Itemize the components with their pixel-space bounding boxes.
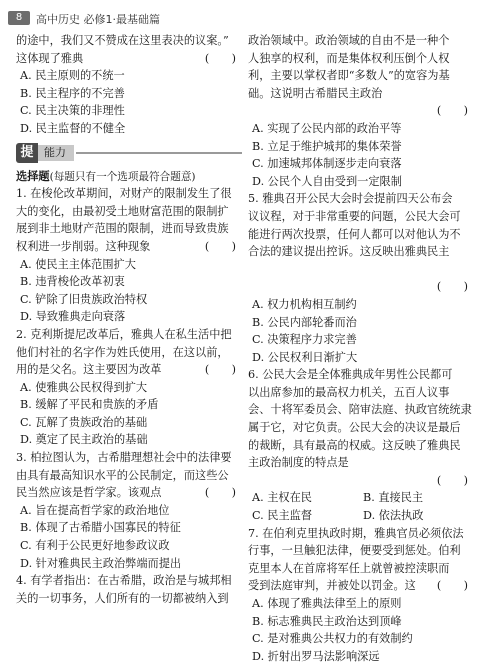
option: D. 奠定了民主政治的基础 [20, 433, 148, 447]
text-line: 础。这说明古希腊民主政治 [248, 86, 383, 100]
question-1: 1. 在梭伦改革期间，对财产的限制发生了很 [16, 187, 232, 201]
text-line: 用的是父名。这主要因为改革 ( ) [16, 361, 242, 379]
text-line: 会、十将军委员会、陪审法庭、执政官统统隶 [248, 403, 472, 417]
banner-rule [76, 152, 242, 154]
section-banner [16, 142, 242, 164]
option: C. 有利于公民更好地参政议政 [20, 539, 170, 553]
option: C. 是对雅典公共权力的有效制约 [252, 632, 413, 646]
option: A. 民主原则的不统一 [20, 69, 125, 83]
page-header [8, 8, 472, 30]
text-line: 关的一切事务，人们所有的一切都被纳入到 [16, 591, 229, 605]
question-7: 7. 在伯利克里执政时期，雅典官员必须依法 [248, 526, 464, 540]
option: A. 旨在提高哲学家的政治地位 [20, 503, 170, 517]
answer-blank: ( ) [436, 579, 468, 593]
option: C. 决策程序力求完善 [252, 333, 357, 347]
section-heading: 选择题(每题只有一个选项最符合题意) [16, 168, 196, 183]
question-2: 2. 克利斯提尼改革后，雅典人在私生活中把 [16, 327, 232, 341]
answer-blank: ( ) [204, 51, 236, 65]
option: A. 使雅典公民权得到扩大 [20, 380, 148, 394]
option: C. 加速城邦体制逐步走向衰落 [252, 157, 402, 171]
text-line: 大的变化，由最初受土地财富范围的限制扩 [16, 204, 229, 218]
option: D. 依法执政 [363, 509, 424, 523]
option: C. 民主决策的非理性 [20, 104, 125, 118]
text-line [248, 278, 474, 296]
banner-label: 能力 [38, 145, 74, 161]
banner-icon-label: 提 [16, 143, 38, 163]
answer-blank: ( ) [204, 486, 236, 500]
question-6: 6. 公民大会是全体雅典成年男性公民都可 [248, 368, 453, 382]
text-line: 的途中，我们又不赞成在这里表决的议案。” [16, 34, 229, 47]
left-column [16, 32, 242, 607]
right-column [248, 32, 474, 665]
option: A. 主权在民 [252, 491, 312, 505]
page-number: 8 [8, 11, 30, 25]
option: B. 标志雅典民主政治达到顶峰 [252, 614, 402, 628]
option: D. 导致雅典走向衰落 [20, 310, 126, 324]
option: C. 瓦解了贵族政治的基础 [20, 415, 148, 429]
option: A. 实现了公民内部的政治平等 [252, 121, 402, 135]
text-line: 属于它，对它负责。公民大会的决议是最后 [248, 421, 461, 435]
text-line: 克里本人在首席将军任上就曾被控渎职而 [248, 561, 450, 575]
option: B. 直接民主 [363, 491, 424, 505]
option: D. 民主监督的不健全 [20, 121, 126, 135]
answer-blank: ( ) [436, 473, 468, 487]
text-line [248, 472, 474, 490]
option: B. 民主程序的不完善 [20, 86, 125, 100]
text-line: 展到非土地财产范围的限制，进而导致贵族 [16, 222, 229, 236]
text-line [248, 261, 474, 279]
option: A. 体现了雅典法律至上的原则 [252, 597, 402, 610]
text-line: 他们村社的名字作为姓氏使用，在这以前， [16, 345, 229, 359]
option: C. 铲除了旧贵族政治特权 [20, 292, 148, 306]
answer-blank: ( ) [204, 239, 236, 253]
text-line: 能进行两次投票，任何人都可以对他认为不 [248, 227, 461, 241]
header-title: 高中历史 必修1·最基础篇 [36, 13, 160, 26]
option: B. 违背梭伦改革初衷 [20, 275, 125, 289]
answer-blank: ( ) [204, 363, 236, 377]
text-line: 行事，一旦触犯法律，便要受到惩处。伯利 [248, 544, 461, 558]
text-line: 议议程，对于非常重要的问题，公民大会可 [248, 209, 461, 223]
option: A. 使民主主体范围扩大 [20, 257, 136, 271]
text-line: 权利进一步削弱。这种现象 ( ) [16, 238, 242, 256]
answer-blank: ( ) [436, 104, 468, 118]
option: D. 针对雅典民主政治弊端而提出 [20, 556, 182, 570]
option: C. 民主监督 [252, 509, 313, 523]
text-line: 以出席参加的最高权力机关，五百人议事 [248, 385, 450, 399]
option: B. 缓解了平民和贵族的矛盾 [20, 398, 159, 412]
option-row [248, 507, 474, 525]
text-line: 主政治制度的特点是 [248, 456, 349, 470]
option: A. 权力机构相互制约 [252, 297, 357, 311]
option: D. 折射出罗马法影响深远 [252, 649, 380, 663]
option: B. 体现了古希腊小国寡民的特征 [20, 521, 181, 535]
text-line: 人独享的权利，而是集体权利压倒个人权 [248, 51, 450, 65]
option-row [248, 489, 474, 507]
text-line [248, 102, 474, 120]
option: D. 公民个人自由受到一定限制 [252, 174, 402, 188]
text-line: 利，主要以掌权者即“多数人”的宽容为基 [248, 69, 450, 83]
text-line: 民当然应该是哲学家。该观点 ( ) [16, 484, 242, 502]
text-line: 政治领域中。政治领域的自由不是一种个 [248, 34, 450, 47]
text-line: 的裁断，具有最高的权威。这反映了雅典民 [248, 438, 461, 452]
option: D. 公民权利日渐扩大 [252, 350, 358, 364]
text-line: 由具有最高知识水平的公民制定，而这些公 [16, 468, 229, 482]
answer-blank: ( ) [436, 280, 468, 294]
option: B. 公民内部轮番而治 [252, 315, 357, 329]
text-line: 这体现了雅典 ( ) [16, 50, 242, 68]
question-4: 4. 有学者指出：在古希腊，政治是与城邦相 [16, 574, 232, 588]
option: B. 立足于维护城邦的集体荣誉 [252, 139, 402, 153]
text-line: 受到法庭审判，并被处以罚金。这 ( ) [248, 577, 474, 595]
text-line: 合法的建议提出控诉。这反映出雅典民主 [248, 245, 450, 259]
question-3: 3. 柏拉图认为，古希腊理想社会中的法律要 [16, 451, 232, 465]
question-5: 5. 雅典召开公民大会时会提前四天公布会 [248, 192, 453, 206]
